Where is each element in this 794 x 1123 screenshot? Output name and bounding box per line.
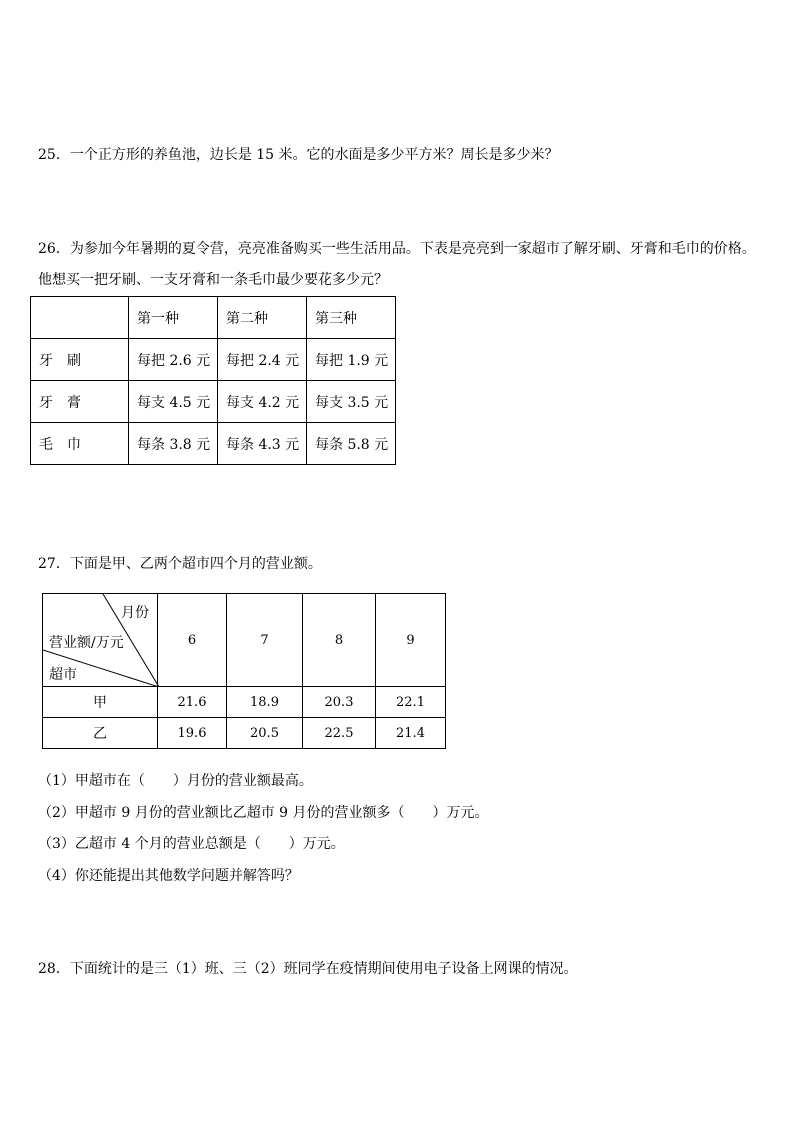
table-header-cell: 第三种 — [307, 297, 396, 339]
table-cell: 22.5 — [303, 718, 376, 749]
row-label: 甲 — [43, 687, 158, 718]
question-25: 25．一个正方形的养鱼池，边长是 15 米。它的水面是多少平方米？周长是多少米？ — [38, 147, 559, 163]
table-cell: 每把 2.6 元 — [129, 339, 218, 381]
table-cell: 19.6 — [158, 718, 227, 749]
row-label: 牙 刷 — [31, 339, 129, 381]
table-cell: 每条 5.8 元 — [307, 423, 396, 465]
table-cell: 每支 3.5 元 — [307, 381, 396, 423]
sales-table — [42, 593, 446, 749]
table-cell: 每把 2.4 元 — [218, 339, 307, 381]
table-row — [31, 339, 396, 381]
row-label: 牙 膏 — [31, 381, 129, 423]
row-label: 毛 巾 — [31, 423, 129, 465]
question-28: 28．下面统计的是三（1）班、三（2）班同学在疫情期间使用电子设备上网课的情况。 — [38, 961, 578, 977]
table-cell: 每支 4.5 元 — [129, 381, 218, 423]
table-row — [43, 594, 446, 687]
table-cell: 20.5 — [227, 718, 303, 749]
table-row — [43, 718, 446, 749]
table-cell: 21.6 — [158, 687, 227, 718]
month-header: 9 — [376, 594, 446, 687]
question-27: 27．下面是甲、乙两个超市四个月的营业额。 — [38, 556, 322, 572]
table-row — [31, 423, 396, 465]
table-cell: 每条 3.8 元 — [129, 423, 218, 465]
table-cell: 每把 1.9 元 — [307, 339, 396, 381]
diagonal-header-cell — [43, 594, 158, 687]
supermarket-label: 超市 — [49, 667, 77, 683]
sales-unit-label: 营业额/万元 — [49, 635, 124, 651]
question-26-line2: 他想买一把牙刷、一支牙膏和一条毛巾最少要花多少元？ — [38, 272, 388, 288]
month-header: 8 — [303, 594, 376, 687]
question-26-line1: 26．为参加今年暑期的夏令营，亮亮准备购买一些生活用品。下表是亮亮到一家超市了解牙刷、牙膏和毛巾的价格。 — [38, 241, 756, 257]
table-cell: 20.3 — [303, 687, 376, 718]
question-27-sub2: （2）甲超市 9 月份的营业额比乙超市 9 月份的营业额多（ ）万元。 — [38, 805, 489, 821]
question-27-sub4: （4）你还能提出其他数学问题并解答吗？ — [38, 868, 299, 884]
table-header-cell: 第一种 — [129, 297, 218, 339]
question-27-sub3: （3）乙超市 4 个月的营业总额是（ ）万元。 — [38, 836, 345, 852]
month-header: 6 — [158, 594, 227, 687]
table-cell: 每条 4.3 元 — [218, 423, 307, 465]
row-label: 乙 — [43, 718, 158, 749]
table-cell: 18.9 — [227, 687, 303, 718]
table-cell — [31, 297, 129, 339]
price-table — [30, 296, 396, 465]
table-header-cell: 第二种 — [218, 297, 307, 339]
question-27-sub1: （1）甲超市在（ ）月份的营业额最高。 — [38, 773, 313, 789]
month-header: 7 — [227, 594, 303, 687]
month-label: 月份 — [121, 605, 149, 621]
table-cell: 22.1 — [376, 687, 446, 718]
table-row — [31, 381, 396, 423]
table-row — [31, 297, 396, 339]
table-cell: 21.4 — [376, 718, 446, 749]
table-row — [43, 687, 446, 718]
table-cell: 每支 4.2 元 — [218, 381, 307, 423]
